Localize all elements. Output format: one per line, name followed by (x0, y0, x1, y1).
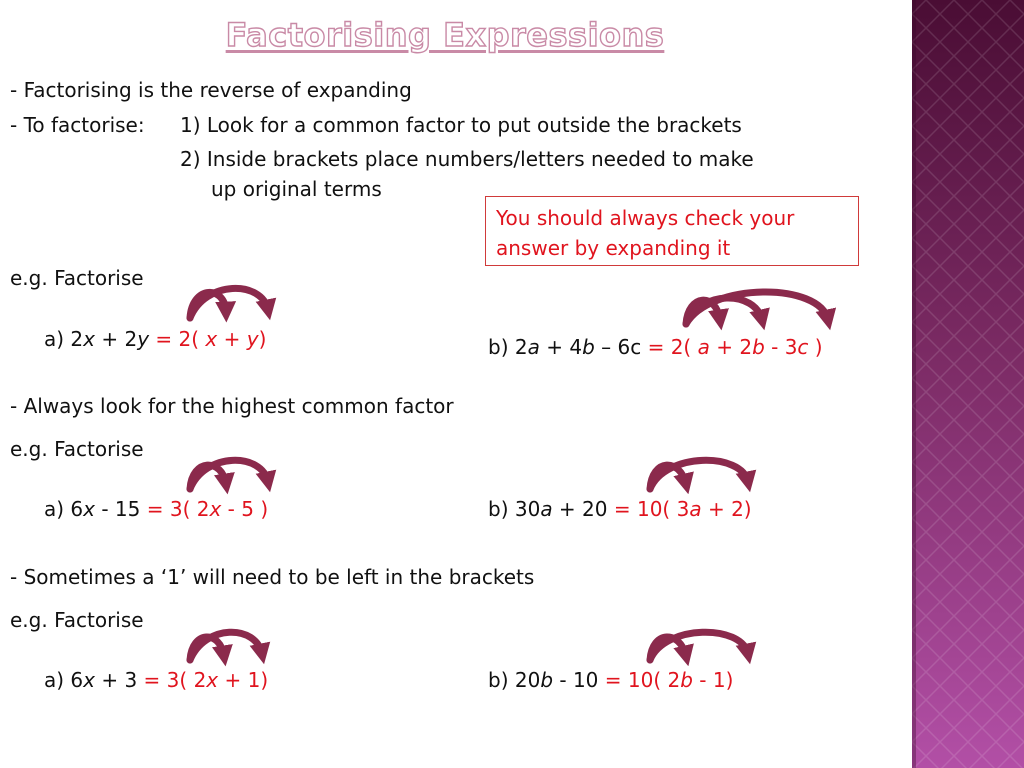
step-2-line-1: 2) Inside brackets place numbers/letters needed to make (180, 147, 754, 171)
step-2-line-2: up original terms (211, 177, 382, 201)
tip-highest-common-factor: - Always look for the highest common factor (10, 394, 454, 418)
sidebar-edge (912, 0, 916, 768)
note-line-2: answer by expanding it (496, 236, 731, 260)
example-2a-answer: = 3( 2x - 5 ) (140, 497, 269, 521)
example-1b: b) 2a + 4b – 6c = 2( a + 2b - 3c ) (488, 335, 823, 359)
page-title: Factorising Expressions (225, 16, 665, 54)
eg-label-3: e.g. Factorise (10, 608, 144, 632)
eg-label-1: e.g. Factorise (10, 266, 144, 290)
example-1a-answer: = 2( x + y) (155, 327, 267, 351)
intro-line: - Factorising is the reverse of expanding (10, 78, 412, 102)
example-3a: a) 6x + 3 = 3( 2x + 1) (44, 668, 269, 692)
tip-leave-one: - Sometimes a ‘1’ will need to be left in the brackets (10, 565, 535, 589)
example-1b-answer: = 2( a + 2b - 3c ) (641, 335, 823, 359)
sidebar-decoration (912, 0, 1024, 768)
example-3a-answer: = 3( 2x + 1) (137, 668, 269, 692)
example-3b-answer: = 10( 2b - 1) (598, 668, 734, 692)
example-2a: a) 6x - 15 = 3( 2x - 5 ) (44, 497, 269, 521)
example-2b-answer: = 10( 3a + 2) (607, 497, 752, 521)
example-3b: b) 20b - 10 = 10( 2b - 1) (488, 668, 734, 692)
diamond-pattern (912, 0, 1024, 768)
eg-label-2: e.g. Factorise (10, 437, 144, 461)
example-2b: b) 30a + 20 = 10( 3a + 2) (488, 497, 752, 521)
to-factorise-label: - To factorise: (10, 113, 145, 137)
example-1a: a) 2x + 2y = 2( x + y) (44, 327, 267, 351)
step-1: 1) Look for a common factor to put outside the brackets (180, 113, 742, 137)
note-line-1: You should always check your (496, 206, 795, 230)
